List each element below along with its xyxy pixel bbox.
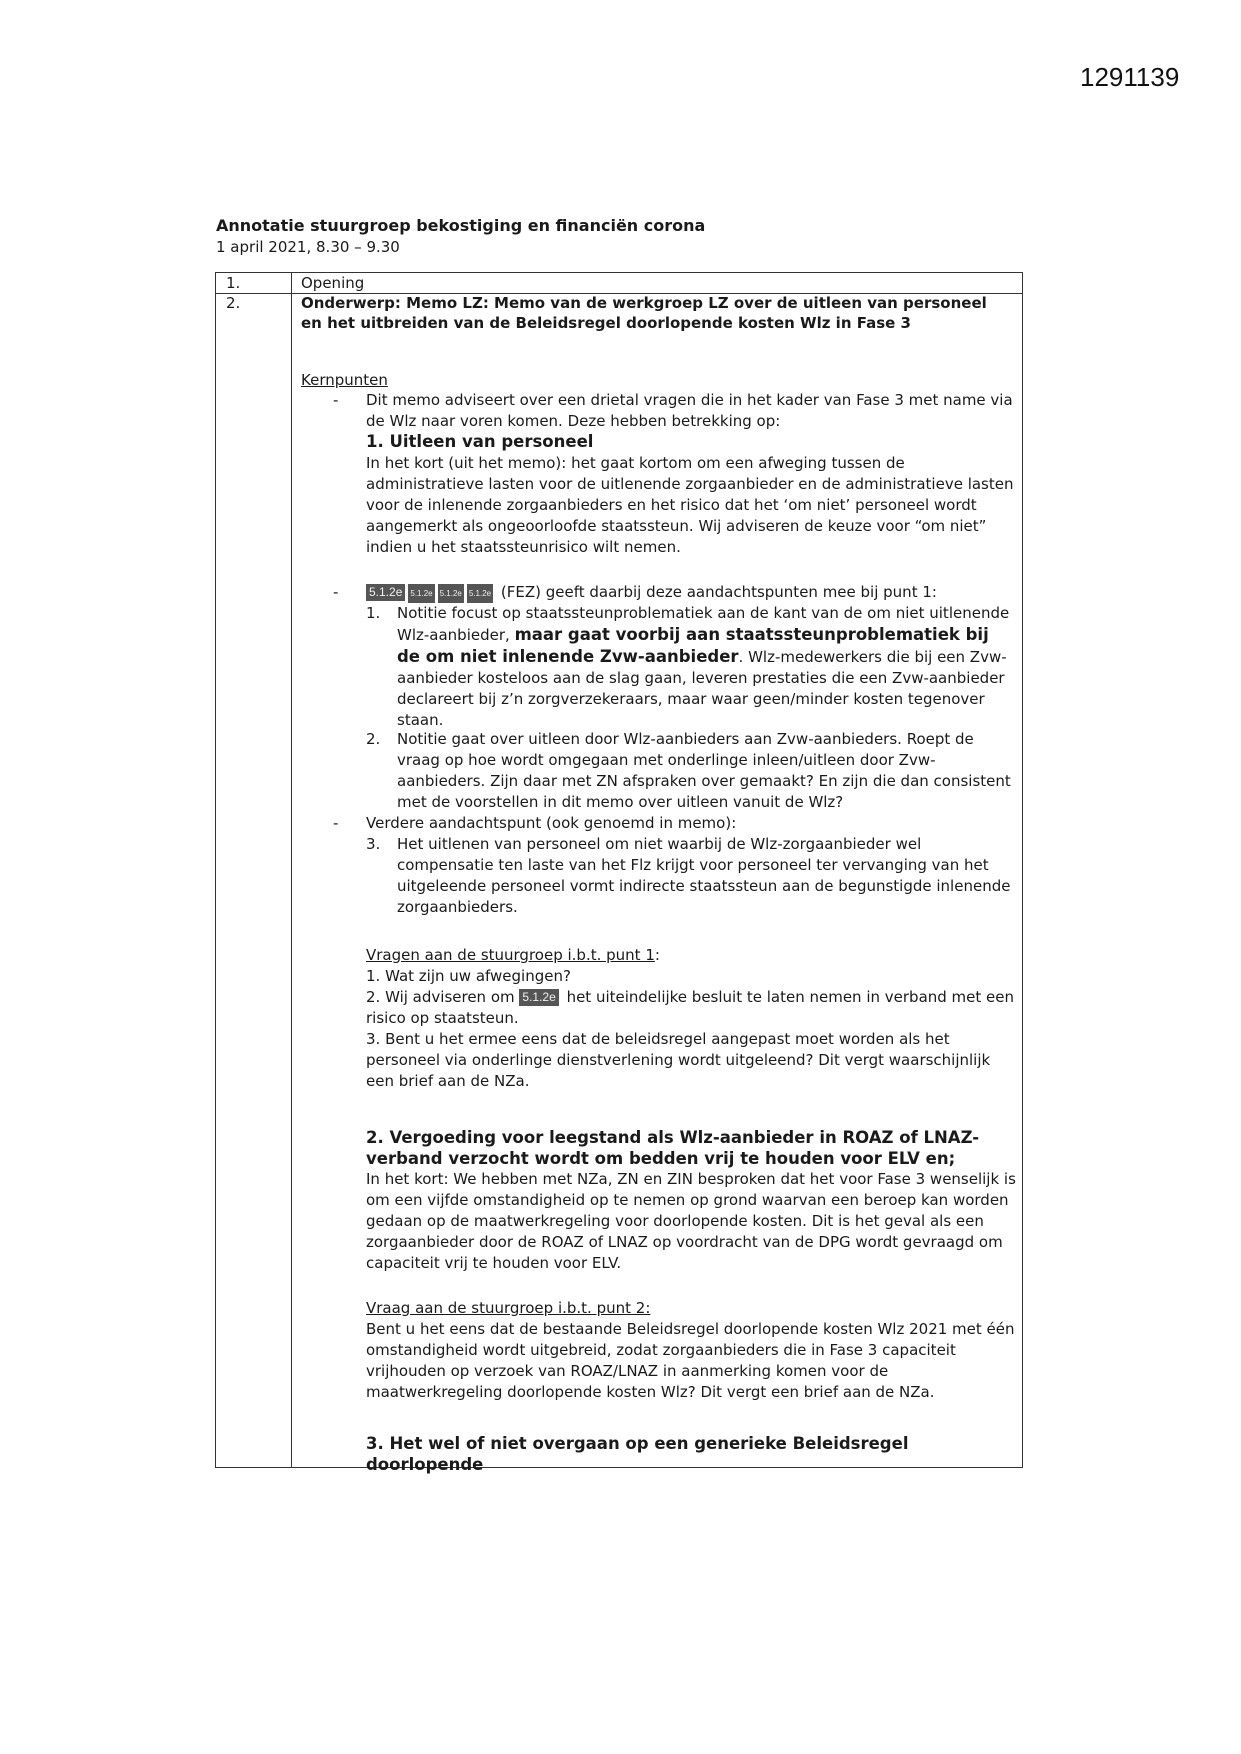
further-point-label: Verdere aandachtspunt (ook genoemd in memo): bbox=[366, 814, 737, 832]
questions-1-label: Vragen aan de stuurgroep i.b.t. punt 1 bbox=[366, 946, 655, 964]
question-2-label: Vraag aan de stuurgroep i.b.t. punt 2: bbox=[366, 1299, 651, 1317]
subpoint-2-number: 2. bbox=[366, 730, 381, 748]
bullet-dash: - bbox=[333, 583, 339, 601]
point-3-heading: 3. Het wel of niet overgaan op een generieke Beleidsregel doorlopende bbox=[366, 1434, 909, 1474]
document-number: 1291139 bbox=[1080, 62, 1180, 92]
agenda-table bbox=[215, 272, 1023, 1474]
row-2-number: 2. bbox=[226, 294, 241, 312]
row-1-text: Opening bbox=[301, 274, 365, 292]
subpoint-2-text: Notitie gaat over uitleen door Wlz-aanbieders aan Zvw-aanbieders. Roept de vraag op hoe wordt omgegaan met onderlinge inleen/uitleen door Zvw-aanbieders. Zijn daar met ZN afspraken over gemaakt? En zijn die dan consistent met de voorstellen in dit memo over uitleen vanuit de Wlz? bbox=[397, 730, 1011, 811]
subpoint-1-text: Notitie focust op staatssteunproblematiek aan de kant van de om niet uitlenende Wlz-aanbieder, maar gaat voorbij aan staatssteunproblematiek bij de om niet inlenende Zvw-aanbieder. Wlz-medewerkers die bij een Zvw-aanbieder kosteloos aan de slag gaan, leveren prestaties die een Zvw-aanbieder declareert bij z’n zorgverzekeraars, maar waar geen/minder kosten tegenover staan. bbox=[397, 604, 1010, 729]
question-1-3: 3. Bent u het ermee eens dat de beleidsregel aangepast moet worden als het personeel via onderlinge dienstverlening wordt uitgeleend? Dit vergt waarschijnlijk een brief aan de NZa. bbox=[366, 1030, 991, 1090]
point-2-text: In het kort: We hebben met NZa, ZN en ZIN besproken dat het voor Fase 3 wenselijk is om een vijfde omstandigheid op te nemen op grond waarvan een beroep kan worden gedaan op de maatwerkregeling voor doorlopende kosten. Dit is het geval als een zorgaanbieder door de ROAZ of LNAZ op voordracht van de DPG wordt gevraagd om capaciteit vrij te houden voor ELV. bbox=[366, 1170, 1016, 1272]
redaction-mark: 5.1.2e bbox=[366, 584, 405, 601]
bullet-dash: - bbox=[333, 814, 339, 832]
redaction-mark: 5.1.2e bbox=[438, 584, 464, 603]
question-1-2: 2. Wij adviseren om 5.1.2e het uiteindelijke besluit te laten nemen in verband met een risico op staatsteun. bbox=[366, 988, 1015, 1027]
column-divider bbox=[291, 273, 292, 1467]
point-1-heading: 1. Uitleen van personeel bbox=[366, 432, 594, 451]
subpoint-1-number: 1. bbox=[366, 604, 381, 622]
question-2-text: Bent u het eens dat de bestaande Beleidsregel doorlopende kosten Wlz 2021 met één omstandigheid wordt uitgebreid, zodat zorgaanbieders die in Fase 3 capaciteit vrijhouden op verzoek van ROAZ/LNAZ in aanmerking komen voor de maatwerkregeling doorlopende kosten Wlz? Dit vergt een brief aan de NZa. bbox=[366, 1320, 1015, 1401]
questions-1: Vragen aan de stuurgroep i.b.t. punt 1: 1. Wat zijn uw afwegingen? 2. Wij adviseren om 5.1.2e het uiteindelijke besluit te laten nemen in verband met een risico op staatsteun. 3. Bent u het ermee eens dat de beleidsregel aangepast moet worden als het personeel via onderlinge dienstverlening wordt uitgeleend? Dit vergt waarschijnlijk een brief aan de NZa. bbox=[366, 946, 1015, 1090]
question-1-1: 1. Wat zijn uw afwegingen? bbox=[366, 967, 571, 985]
meeting-date: 1 april 2021, 8.30 – 9.30 bbox=[216, 238, 400, 256]
redaction-mark: 5.1.2e bbox=[408, 584, 434, 603]
kernpunten-label: Kernpunten bbox=[301, 371, 388, 389]
point-2-heading: 2. Vergoeding voor leegstand als Wlz-aanbieder in ROAZ of LNAZ-verband verzocht wordt om bedden vrij te houden voor ELV en; bbox=[366, 1128, 980, 1168]
fez-text: (FEZ) geeft daarbij deze aandachtspunten mee bij punt 1: bbox=[500, 583, 937, 601]
point-1-text: In het kort (uit het memo): het gaat kortom om een afweging tussen de administratieve lasten voor de uitlenende zorgaanbieder en de administratieve lasten voor de inlenende zorgaanbieders en het risico dat het ‘om niet’ personeel wordt aangemerkt als ongeoorloofde staatssteun. Wij adviseren de keuze voor “om niet” indien u het staatssteunrisico wilt nemen. bbox=[366, 454, 1014, 556]
intro-text: Dit memo adviseert over een drietal vragen die in het kader van Fase 3 met name via de Wlz naar voren komen. Deze hebben betrekking op: bbox=[366, 391, 1013, 430]
subpoint-3-text: Het uitlenen van personeel om niet waarbij de Wlz-zorgaanbieder wel compensatie ten laste van het Flz krijgt voor personeel ter vervanging van het uitgeleende personeel vormt indirecte staatssteun aan de begunstigde inlenende zorgaanbieders. bbox=[397, 835, 1011, 916]
redaction-mark: 5.1.2e bbox=[467, 584, 493, 603]
subpoint-1-emphasis: maar gaat voorbij aan staatssteunproblematiek bij de om niet inlenende Zvw-aanbieder bbox=[397, 625, 989, 666]
bullet-dash: - bbox=[333, 391, 339, 409]
subpoint-3-number: 3. bbox=[366, 835, 381, 853]
row-2-heading: Onderwerp: Memo LZ: Memo van de werkgroep LZ over de uitleen van personeel en het uitbreiden van de Beleidsregel doorlopende kosten Wlz in Fase 3 bbox=[301, 294, 987, 332]
fez-line bbox=[366, 582, 1016, 603]
document-title: Annotatie stuurgroep bekostiging en financiën corona bbox=[216, 216, 706, 235]
redaction-mark: 5.1.2e bbox=[519, 989, 558, 1006]
row-1-number: 1. bbox=[226, 274, 241, 292]
